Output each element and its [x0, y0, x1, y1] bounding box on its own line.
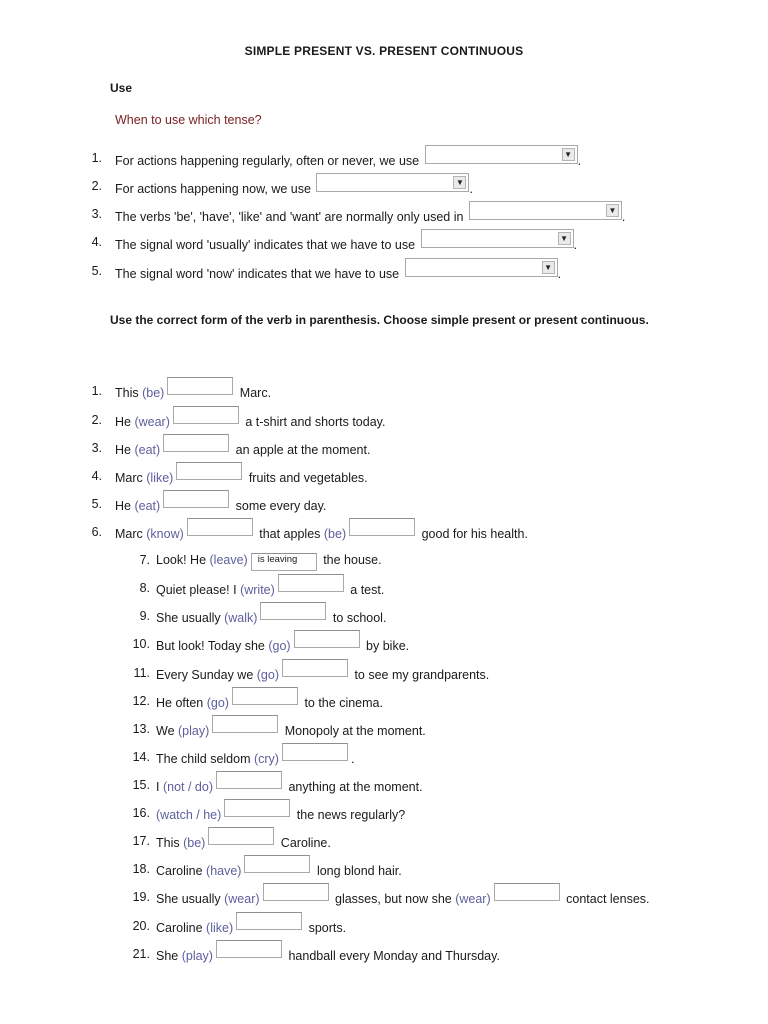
sentence-end: anything at the moment. — [284, 780, 423, 794]
sentence-start: She usually — [156, 892, 225, 906]
sentence-end: a test. — [346, 583, 385, 597]
exercise-text — [115, 413, 385, 431]
verb-hint: (like) — [146, 471, 174, 485]
answer-input[interactable] — [278, 574, 344, 592]
sentence-start: Caroline — [156, 864, 207, 878]
answer-input[interactable] — [494, 883, 560, 901]
sentence-end: by bike. — [362, 639, 410, 653]
answer-input[interactable] — [232, 687, 298, 705]
answer-input[interactable] — [349, 518, 415, 536]
question-label: The verbs 'be', 'have', 'like' and 'want' are normally only used in — [115, 210, 467, 224]
exercise-number: 16. — [132, 806, 150, 820]
exercise-text — [115, 525, 528, 543]
answer-input[interactable] — [216, 771, 282, 789]
exercise-text — [156, 890, 650, 908]
answer-input[interactable] — [176, 462, 242, 480]
sentence-end: the news regularly? — [293, 808, 406, 822]
tense-dropdown[interactable] — [421, 229, 574, 248]
sentence-start: The child seldom — [156, 752, 254, 766]
verb-hint: (be) — [323, 527, 347, 541]
verb-hint: (wear) — [224, 892, 260, 906]
answer-input[interactable] — [294, 630, 360, 648]
exercise-text — [156, 778, 423, 796]
sentence-end: Marc. — [236, 386, 272, 400]
verb-hint: (like) — [206, 921, 234, 935]
sentence-end: that apples — [255, 527, 324, 541]
answer-input[interactable] — [260, 602, 326, 620]
instructions: Use the correct form of the verb in parenthesis. Choose simple present or present continuous. — [110, 313, 649, 327]
sentence-start: I — [156, 780, 163, 794]
answer-input[interactable] — [212, 715, 278, 733]
exercise-text — [156, 862, 402, 880]
question-number: 2. — [91, 179, 102, 193]
question-label: For actions happening now, we use — [115, 182, 315, 196]
sentence-end: the house. — [319, 553, 382, 567]
exercise-number: 9. — [139, 609, 150, 623]
question-number: 4. — [91, 235, 102, 249]
chevron-down-icon[interactable]: ▼ — [562, 148, 575, 161]
verb-hint: (play) — [178, 724, 210, 738]
question-text — [115, 179, 473, 198]
verb-hint: (be) — [183, 836, 206, 850]
exercise-number: 3. — [91, 441, 102, 455]
sentence-start: He — [115, 415, 135, 429]
answer-input[interactable] — [208, 827, 274, 845]
exercise-number: 2. — [91, 413, 102, 427]
exercise-text — [115, 497, 326, 515]
exercise-number: 18. — [132, 862, 150, 876]
answer-input[interactable]: is leaving — [251, 553, 317, 571]
answer-input[interactable] — [187, 518, 253, 536]
sentence-start: We — [156, 724, 178, 738]
sentence-end: fruits and vegetables. — [245, 471, 368, 485]
sentence-start: Caroline — [156, 921, 207, 935]
tense-dropdown[interactable] — [316, 173, 469, 192]
sentence-start: Marc — [115, 527, 147, 541]
question-text — [115, 264, 561, 283]
exercise-number: 19. — [132, 890, 150, 904]
sentence-start: He — [115, 499, 135, 513]
page-title: SIMPLE PRESENT VS. PRESENT CONTINUOUS — [244, 44, 524, 58]
sentence-end: to see my grandparents. — [350, 668, 490, 682]
chevron-down-icon[interactable]: ▼ — [453, 176, 466, 189]
tense-dropdown[interactable] — [425, 145, 578, 164]
chevron-down-icon[interactable]: ▼ — [558, 232, 571, 245]
answer-input[interactable] — [263, 883, 329, 901]
answer-input[interactable] — [167, 377, 233, 395]
verb-hint: (eat) — [134, 443, 161, 457]
sentence-start: She — [156, 949, 182, 963]
question-number: 1. — [91, 151, 102, 165]
exercise-text — [115, 469, 368, 487]
verb-hint: (be) — [142, 386, 165, 400]
sentence-end: to the cinema. — [300, 696, 383, 710]
sentence-start: Every Sunday we — [156, 668, 257, 682]
verb-hint: (eat) — [134, 499, 161, 513]
verb-hint: (write) — [240, 583, 275, 597]
sentence-end: contact lenses. — [562, 892, 650, 906]
answer-input[interactable] — [163, 434, 229, 452]
verb-hint: (go) — [256, 668, 279, 682]
exercise-text — [156, 609, 386, 627]
verb-hint: (know) — [146, 527, 184, 541]
exercise-text — [156, 553, 382, 578]
sentence-start: Marc — [115, 471, 147, 485]
use-subheading: When to use which tense? — [115, 113, 262, 127]
sentence-start: This — [156, 836, 184, 850]
sentence-end: Monopoly at the moment. — [281, 724, 426, 738]
question-end: . — [573, 238, 578, 252]
sentence-end: . — [350, 752, 355, 766]
exercise-number: 21. — [132, 947, 150, 961]
sentence-start: Look! He — [156, 553, 210, 567]
exercise-text — [156, 834, 331, 852]
answer-input[interactable] — [282, 743, 348, 761]
question-end: . — [557, 267, 562, 281]
question-end: . — [621, 210, 626, 224]
exercise-number: 15. — [132, 778, 150, 792]
question-number: 3. — [91, 207, 102, 221]
sentence-end: handball every Monday and Thursday. — [284, 949, 500, 963]
sentence-end: some every day. — [232, 499, 327, 513]
exercise-number: 1. — [91, 384, 102, 398]
question-text — [115, 207, 625, 226]
question-label: For actions happening regularly, often or never, we use — [115, 154, 423, 168]
exercise-number: 14. — [132, 750, 150, 764]
exercise-number: 6. — [91, 525, 102, 539]
verb-hint: (have) — [206, 864, 242, 878]
verb-hint: (play) — [181, 949, 213, 963]
verb-hint: (go) — [268, 639, 291, 653]
sentence-start: This — [115, 386, 143, 400]
sentence-end: Caroline. — [277, 836, 331, 850]
exercise-number: 13. — [132, 722, 150, 736]
sentence-end: good for his health. — [418, 527, 528, 541]
question-number: 5. — [91, 264, 102, 278]
exercise-text — [115, 441, 370, 459]
exercise-text — [156, 947, 500, 965]
verb-hint: (cry) — [253, 752, 279, 766]
tense-dropdown[interactable] — [469, 201, 622, 220]
exercise-text — [156, 806, 405, 824]
sentence-end: to school. — [329, 611, 387, 625]
exercise-number: 17. — [132, 834, 150, 848]
exercise-text — [156, 666, 489, 684]
exercise-number: 7. — [139, 553, 150, 567]
chevron-down-icon[interactable]: ▼ — [606, 204, 619, 217]
exercise-text — [115, 384, 271, 402]
exercise-text — [156, 919, 346, 937]
verb-hint: (wear) — [134, 415, 170, 429]
tense-dropdown[interactable] — [405, 258, 558, 277]
sentence-start: She usually — [156, 611, 225, 625]
answer-input[interactable] — [173, 406, 239, 424]
use-heading: Use — [110, 81, 133, 95]
verb-hint: (leave) — [209, 553, 248, 567]
exercise-number: 20. — [132, 919, 150, 933]
exercise-text — [156, 581, 384, 599]
sentence-start: But look! Today she — [156, 639, 269, 653]
verb-hint: (walk) — [224, 611, 258, 625]
verb-hint: (watch / he) — [156, 808, 222, 822]
question-end: . — [577, 154, 582, 168]
exercise-text — [156, 637, 409, 655]
answer-input[interactable] — [282, 659, 348, 677]
sentence-end: long blond hair. — [313, 864, 402, 878]
exercise-number: 5. — [91, 497, 102, 511]
chevron-down-icon[interactable]: ▼ — [542, 261, 555, 274]
exercise-text — [156, 694, 383, 712]
sentence-end: a t-shirt and shorts today. — [241, 415, 386, 429]
verb-hint: (not / do) — [162, 780, 213, 794]
exercise-text — [156, 722, 426, 740]
sentence-start: Quiet please! I — [156, 583, 241, 597]
question-label: The signal word 'usually' indicates that we have to use — [115, 238, 419, 252]
verb-hint: (wear) — [455, 892, 491, 906]
exercise-number: 12. — [132, 694, 150, 708]
sentence-start: He often — [156, 696, 207, 710]
answer-input[interactable] — [224, 799, 290, 817]
sentence-start: He — [115, 443, 135, 457]
answer-input[interactable] — [163, 490, 229, 508]
exercise-number: 8. — [139, 581, 150, 595]
answer-input[interactable] — [244, 855, 310, 873]
exercise-text — [156, 750, 354, 768]
answer-input[interactable] — [236, 912, 302, 930]
answer-input[interactable] — [216, 940, 282, 958]
exercise-number: 11. — [133, 666, 150, 680]
question-label: The signal word 'now' indicates that we have to use — [115, 267, 403, 281]
question-text — [115, 151, 581, 170]
exercise-number: 4. — [91, 469, 102, 483]
exercise-number: 10. — [132, 637, 150, 651]
question-text — [115, 235, 577, 254]
verb-hint: (go) — [206, 696, 229, 710]
sentence-end: sports. — [305, 921, 347, 935]
question-end: . — [469, 182, 473, 196]
sentence-end: glasses, but now she — [331, 892, 456, 906]
sentence-end: an apple at the moment. — [232, 443, 371, 457]
